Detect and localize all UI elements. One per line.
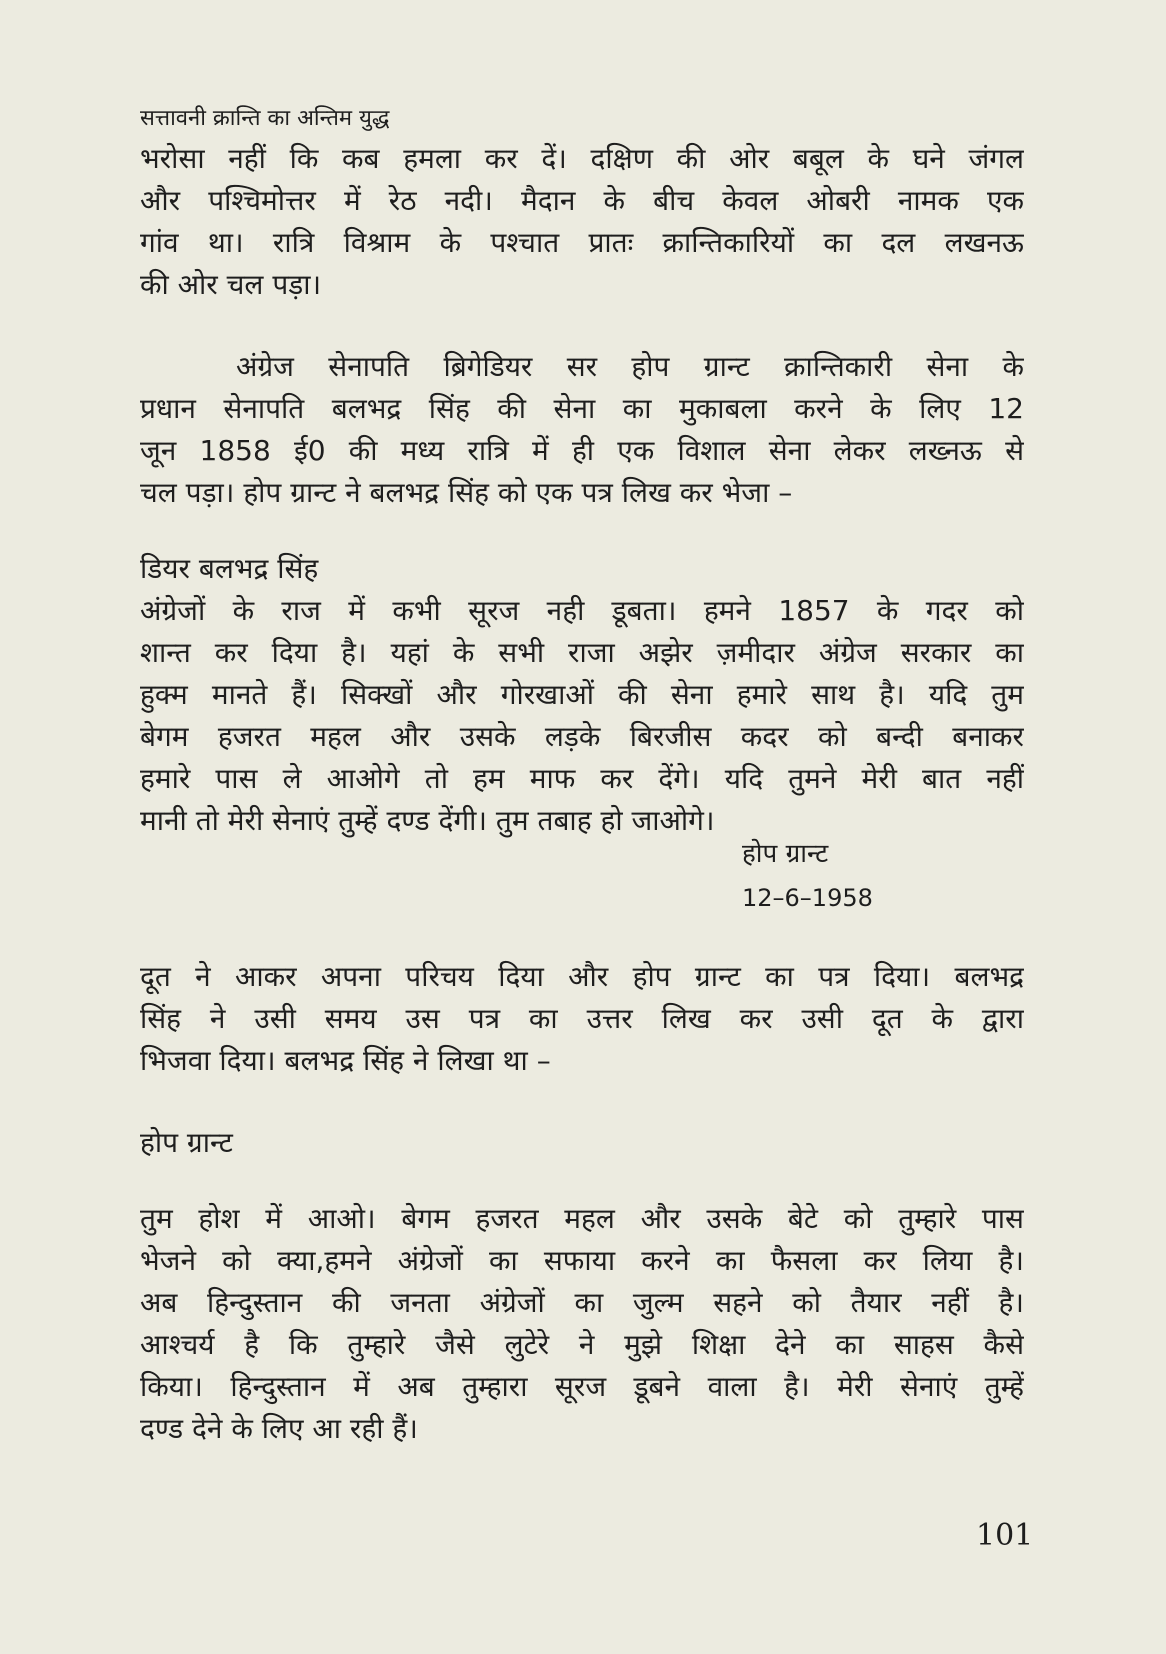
paragraph-line: प्रधान सेनापति बलभद्र सिंह की सेना का मुकाबला करने के लिए 12 <box>140 392 1024 425</box>
letter-line: अब हिन्दुस्तान की जनता अंग्रेजों का जुल्म सहने को तैयार नहीं है। <box>140 1286 1024 1319</box>
paragraph-line: जून 1858 ई0 की मध्य रात्रि में ही एक विशाल सेना लेकर लख्नऊ से <box>140 434 1024 467</box>
paragraph-line: चल पड़ा। होप ग्रान्ट ने बलभद्र सिंह को एक पत्र लिख कर भेजा – <box>140 476 793 509</box>
paragraph-line: की ओर चल पड़ा। <box>140 268 322 301</box>
paragraph-2 <box>140 346 1024 514</box>
letter-line: तुम होश में आओ। बेगम हजरत महल और उसके बेटे को तुम्हारे पास <box>140 1202 1024 1235</box>
letter-line: शान्त कर दिया है। यहां के सभी राजा अझेर ज़मीदार अंग्रेज सरकार का <box>140 636 1024 669</box>
page-number: 101 <box>976 1518 1034 1553</box>
running-header: सत्तावनी क्रान्ति का अन्तिम युद्ध <box>140 106 390 131</box>
paragraph-line: भिजवा दिया। बलभद्र सिंह ने लिखा था – <box>140 1044 551 1077</box>
reply-salutation-block <box>140 1122 1024 1164</box>
letter-line: मानी तो मेरी सेनाएं तुम्हें दण्ड देंगी। तुम तबाह हो जाओगे। <box>140 804 715 837</box>
letter-date: 12–6–1958 <box>742 884 873 912</box>
reply-from-balbhadra-singh <box>140 1198 1024 1450</box>
paragraph-line: अंग्रेज सेनापति ब्रिगेडियर सर होप ग्रान्ट क्रान्तिकारी सेना के <box>236 350 1024 383</box>
reply-salutation: होप ग्रान्ट <box>140 1126 233 1159</box>
letter-from-hope-grant <box>140 548 1024 842</box>
letter-line: हमारे पास ले आओगे तो हम माफ कर देंगे। यदि तुमने मेरी बात नहीं <box>140 762 1024 795</box>
letter-line: भेजने को क्या,हमने अंग्रेजों का सफाया करने का फैसला कर लिया है। <box>140 1244 1024 1277</box>
letter-signature: होप ग्रान्ट <box>742 839 829 869</box>
letter-line: अंग्रेजों के राज में कभी सूरज नही डूबता। हमने 1857 के गदर को <box>140 594 1024 627</box>
paragraph-line: दूत ने आकर अपना परिचय दिया और होप ग्रान्ट का पत्र दिया। बलभद्र <box>140 960 1024 993</box>
paragraph-1 <box>140 138 1024 306</box>
paragraph-line: भरोसा नहीं कि कब हमला कर दें। दक्षिण की ओर बबूल के घने जंगल <box>140 142 1024 175</box>
letter-line: दण्ड देने के लिए आ रही हैं। <box>140 1412 418 1445</box>
paragraph-3 <box>140 956 1024 1082</box>
book-page <box>140 0 1034 1654</box>
letter-line: किया। हिन्दुस्तान में अब तुम्हारा सूरज डूबने वाला है। मेरी सेनाएं तुम्हें <box>140 1370 1024 1403</box>
letter-line: हुक्म मानते हैं। सिक्खों और गोरखाओं की सेना हमारे साथ है। यदि तुम <box>140 678 1024 711</box>
letter-line: आश्चर्य है कि तुम्हारे जैसे लुटेरे ने मुझे शिक्षा देने का साहस कैसे <box>140 1328 1024 1361</box>
paragraph-line: और पश्चिमोत्तर में रेठ नदी। मैदान के बीच केवल ओबरी नामक एक <box>140 184 1024 217</box>
letter-line: बेगम हजरत महल और उसके लड़के बिरजीस कदर को बन्दी बनाकर <box>140 720 1024 753</box>
paragraph-line: गांव था। रात्रि विश्राम के पश्चात प्रातः क्रान्तिकारियों का दल लखनऊ <box>140 226 1024 259</box>
paragraph-line: सिंह ने उसी समय उस पत्र का उत्तर लिख कर उसी दूत के द्वारा <box>140 1002 1024 1035</box>
letter-salutation: डियर बलभद्र सिंह <box>140 552 319 585</box>
